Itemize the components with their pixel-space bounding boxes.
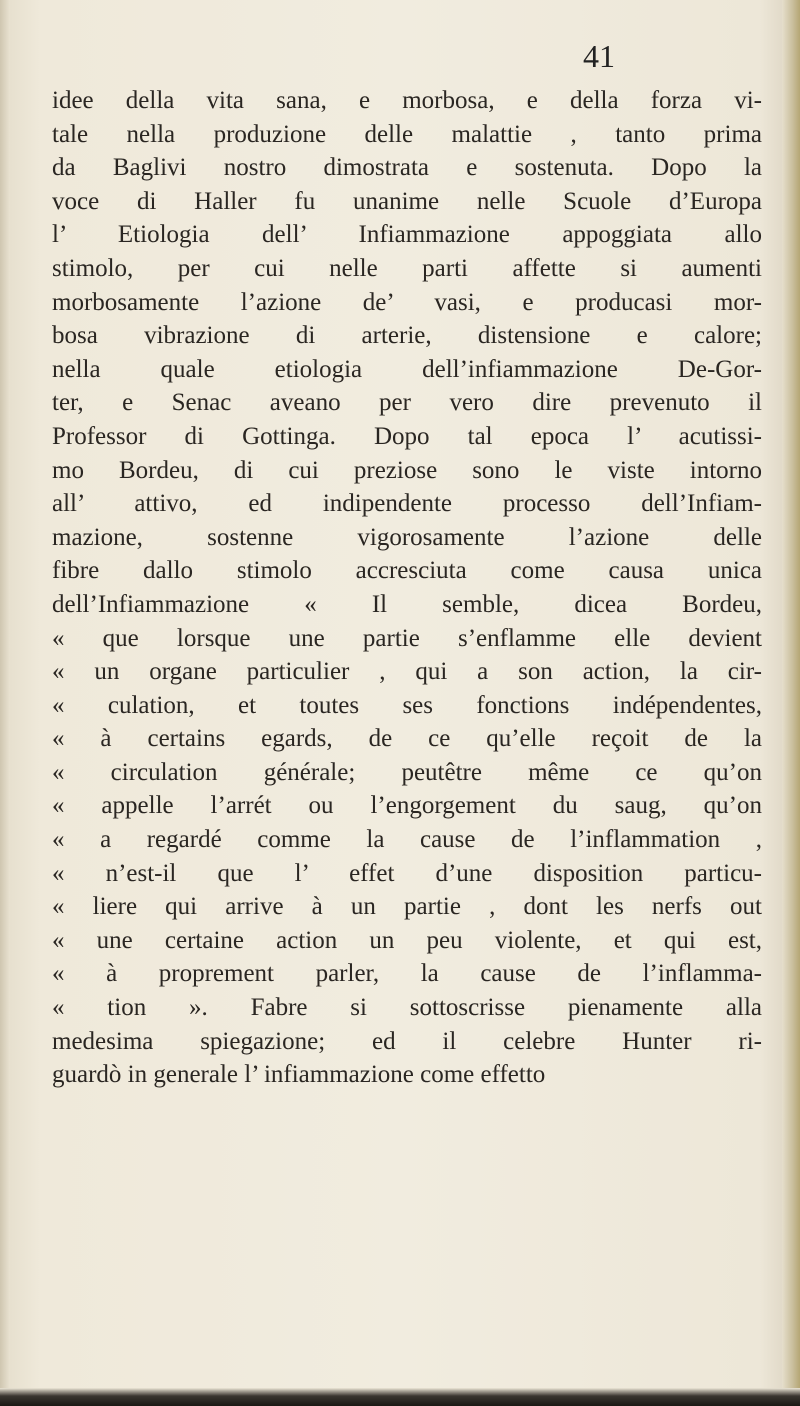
text-line: bosa vibrazione di arterie, distensione e calore; — [52, 322, 762, 350]
page-gutter-shadow — [0, 0, 10, 1406]
text-line: fibre dallo stimolo accresciuta come causa unica — [52, 557, 762, 585]
text-line: guardò in generale l’ infiammazione come effetto — [52, 1061, 546, 1089]
text-line: « à certains egards, de ce qu’elle reçoit de la — [52, 725, 762, 753]
text-line: mazione, sostenne vigorosamente l’azione delle — [52, 523, 762, 551]
text-line: « une certaine action un peu violente, et qui est, — [52, 926, 762, 954]
text-line: mo Bordeu, di cui preziose sono le viste intorno — [52, 456, 762, 484]
text-line: voce di Haller fu unanime nelle Scuole d’Europa — [52, 187, 762, 215]
text-line: « à proprement parler, la cause de l’inflamma- — [52, 960, 762, 988]
body-text — [52, 84, 762, 1092]
text-line: « tion ». Fabre si sottoscrisse pienamente alla — [52, 994, 762, 1022]
text-line: da Baglivi nostro dimostrata e sostenuta. Dopo la — [52, 154, 762, 182]
text-line: tale nella produzione delle malattie , tanto prima — [52, 120, 762, 148]
page-bottom-edge — [0, 1388, 800, 1406]
page-number: 41 — [583, 38, 615, 74]
text-line: « liere qui arrive à un partie , dont les nerfs out — [52, 893, 762, 921]
text-line: « circulation générale; peutêtre même ce qu’on — [52, 758, 762, 786]
text-line: l’ Etiologia dell’ Infiammazione appoggiata allo — [52, 221, 762, 249]
text-line: « culation, et toutes ses fonctions indépendentes, — [52, 691, 762, 719]
text-line: dell’Infiammazione « Il semble, dicea Bordeu, — [52, 590, 762, 618]
text-line: « que lorsque une partie s’enflamme elle devient — [52, 624, 762, 652]
text-line: idee della vita sana, e morbosa, e della forza vi- — [52, 87, 762, 114]
text-line: all’ attivo, ed indipendente processo dell’Infiam- — [52, 490, 762, 518]
text-line: Professor di Gottinga. Dopo tal epoca l’ acutissi- — [52, 422, 762, 450]
text-line: ter, e Senac aveano per vero dire prevenuto il — [52, 389, 762, 417]
text-line: « un organe particulier , qui a son action, la cir- — [52, 658, 762, 686]
text-line: « a regardé comme la cause de l’inflammation , — [52, 826, 762, 854]
text-line: stimolo, per cui nelle parti affette si aumenti — [52, 254, 762, 282]
text-line: morbosamente l’azione de’ vasi, e producasi mor- — [52, 288, 762, 316]
text-line: « n’est-il que l’ effet d’une disposition particu- — [52, 859, 762, 887]
text-line: « appelle l’arrét ou l’engorgement du saug, qu’on — [52, 792, 762, 820]
text-line: nella quale etiologia dell’infiammazione De-Gor- — [52, 355, 762, 383]
page-edge-shadow — [782, 0, 800, 1406]
text-line: medesima spiegazione; ed il celebre Hunter ri- — [52, 1027, 762, 1055]
